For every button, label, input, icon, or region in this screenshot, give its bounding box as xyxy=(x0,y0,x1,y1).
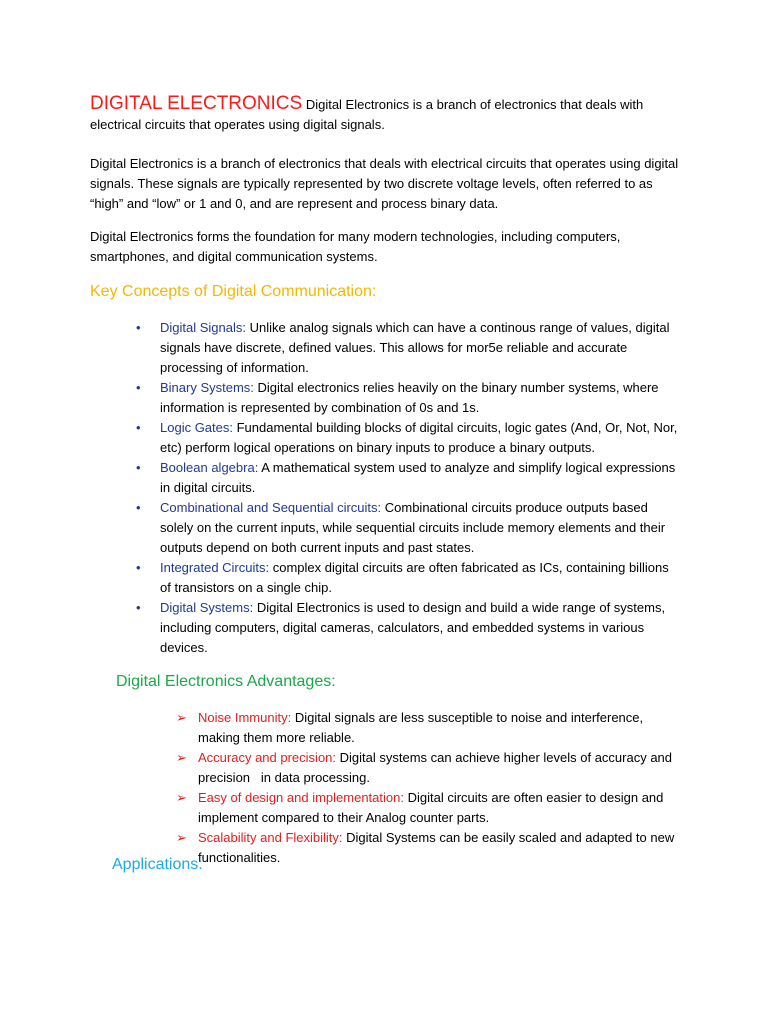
paragraph-definition: Digital Electronics is a branch of electronics that deals with electrical circuits that operates using digital signals. These signals are typically represented by two discrete voltage levels, often referred to as “high” and “low” or 1 and 0, and are represent and process binary data. xyxy=(90,156,679,211)
arrow-bullet-icon: ➢ xyxy=(176,790,187,805)
concept-text: Digital electronics relies heavily on the binary number systems, where information is represented by combination of 0s and 1s. xyxy=(160,380,659,415)
concept-term: Binary Systems: xyxy=(160,380,254,395)
advantage-term: Easy of design and implementation: xyxy=(198,790,404,805)
concept-term: Digital Systems: xyxy=(160,600,254,615)
advantages-heading: Digital Electronics Advantages: xyxy=(116,673,336,690)
bullet-icon: • xyxy=(136,380,141,395)
key-concepts-list xyxy=(136,318,680,658)
paragraph-foundation: Digital Electronics forms the foundation for many modern technologies, including computers, smartphones, and digital communication systems. xyxy=(90,229,621,264)
list-item xyxy=(136,418,680,458)
concept-term: Boolean algebra: xyxy=(160,460,259,475)
concept-term: Digital Signals: xyxy=(160,320,246,335)
advantage-term: Scalability and Flexibility: xyxy=(198,830,343,845)
concept-text: Fundamental building blocks of digital circuits, logic gates (And, Or, Not, Nor, etc) perform logical operations on binary inputs to produce a binary outputs. xyxy=(160,420,678,455)
bullet-icon: • xyxy=(136,420,141,435)
arrow-bullet-icon: ➢ xyxy=(176,710,187,725)
list-item xyxy=(136,318,680,378)
concept-term: Integrated Circuits: xyxy=(160,560,270,575)
advantage-term: Noise Immunity: xyxy=(198,710,292,725)
list-item xyxy=(136,598,680,658)
advantage-text: Digital signals are less susceptible to noise and interference, making them more reliable. xyxy=(198,710,644,745)
concept-text: Unlike analog signals which can have a continous range of values, digital signals have discrete, defined values. This allows for mor5e reliable and accurate processing of information. xyxy=(160,320,670,375)
list-item xyxy=(176,788,678,828)
concept-term: Combinational and Sequential circuits: xyxy=(160,500,382,515)
advantages-list xyxy=(176,708,678,868)
advantage-text: Digital circuits are often easier to design and implement compared to their Analog counter parts. xyxy=(198,790,664,825)
applications-heading: Applications: xyxy=(112,856,203,873)
list-item xyxy=(176,708,678,748)
arrow-bullet-icon: ➢ xyxy=(176,750,187,765)
arrow-bullet-icon: ➢ xyxy=(176,830,187,845)
list-item xyxy=(176,748,678,788)
concept-text: complex digital circuits are often fabricated as ICs, containing billions of transistors on a single chip. xyxy=(160,560,669,595)
concept-text: Combinational circuits produce outputs based solely on the current inputs, while sequential circuits include memory elements and their outputs depend on both current inputs and past states. xyxy=(160,500,666,555)
advantage-text: Digital Systems can be easily scaled and adapted to new functionalities. xyxy=(198,830,675,865)
concept-text: A mathematical system used to analyze and simplify logical expressions in digital circuits. xyxy=(160,460,676,495)
concept-term: Logic Gates: xyxy=(160,420,233,435)
concept-text: Digital Electronics is used to design and build a wide range of systems, including computers, digital cameras, calculators, and embedded systems in various devices. xyxy=(160,600,666,655)
list-item xyxy=(176,828,678,868)
list-item xyxy=(136,458,680,498)
bullet-icon: • xyxy=(136,320,141,335)
bullet-icon: • xyxy=(136,500,141,515)
intro-block xyxy=(90,94,680,135)
list-item xyxy=(136,378,680,418)
bullet-icon: • xyxy=(136,460,141,475)
bullet-icon: • xyxy=(136,560,141,575)
advantage-term: Accuracy and precision: xyxy=(198,750,337,765)
main-title: DIGITAL ELECTRONICS xyxy=(90,93,303,114)
intro-lead-text: Digital Electronics is a branch of electronics that deals with electrical circuits that operates using digital signals. xyxy=(90,97,644,132)
list-item xyxy=(136,558,680,598)
bullet-icon: • xyxy=(136,600,141,615)
list-item xyxy=(136,498,680,558)
key-concepts-heading: Key Concepts of Digital Communication: xyxy=(90,283,377,300)
advantage-text: Digital systems can achieve higher levels of accuracy and precision in data processing. xyxy=(198,750,676,785)
